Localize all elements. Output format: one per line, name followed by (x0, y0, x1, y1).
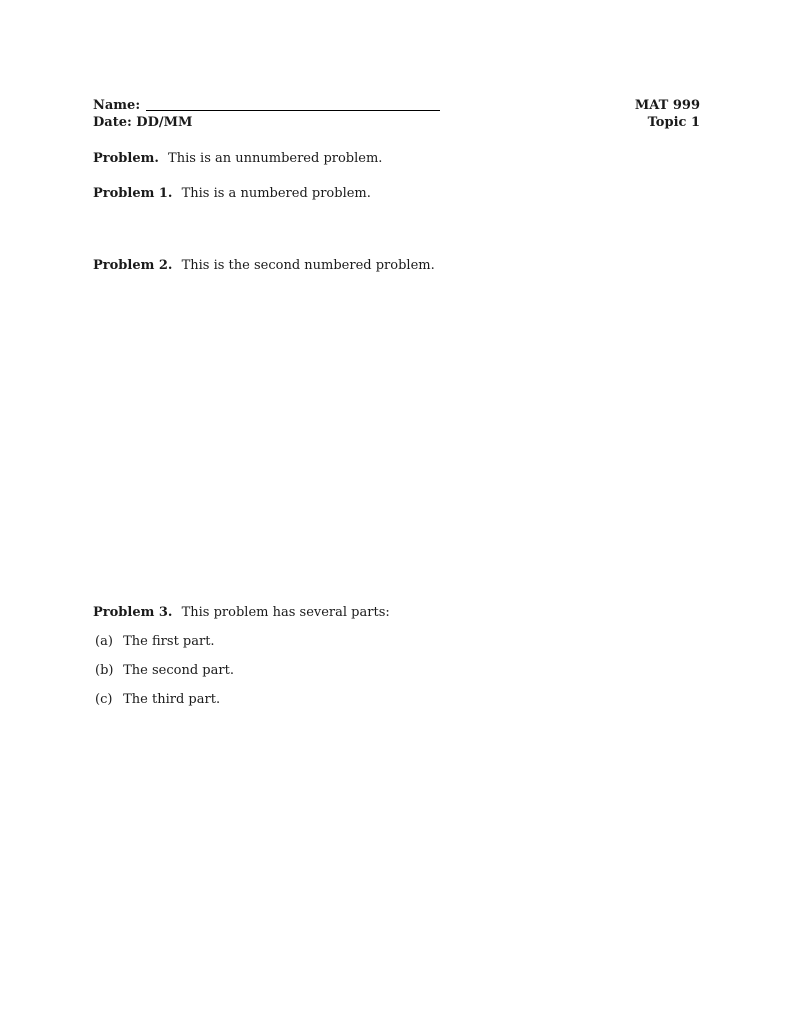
name-blank-line (146, 98, 440, 111)
problem-unnumbered (93, 150, 382, 167)
part-marker: (a) (95, 634, 113, 649)
name-row (93, 97, 440, 114)
problem-label: Problem 3. (93, 605, 173, 620)
problem-2 (93, 257, 435, 274)
course-code: MAT 999 (634, 98, 700, 113)
part-text: The first part. (123, 634, 215, 649)
part-b (95, 662, 234, 679)
part-c (95, 691, 220, 708)
problem-3 (93, 604, 390, 621)
problem-1 (93, 185, 371, 202)
part-text: The third part. (123, 692, 221, 707)
header-left (93, 97, 440, 131)
topic-label: Topic 1 (647, 115, 700, 130)
part-text: The second part. (123, 663, 234, 678)
problem-label: Problem 2. (93, 258, 173, 273)
part-marker: (c) (95, 692, 113, 707)
name-label: Name: (93, 98, 141, 113)
header-right (635, 97, 700, 131)
problem-label: Problem. (93, 151, 159, 166)
part-marker: (b) (95, 663, 114, 678)
date-label: Date: DD/MM (93, 115, 193, 130)
problem-text: This is the second numbered problem. (181, 258, 435, 273)
problem-text: This problem has several parts: (181, 605, 390, 620)
part-a (95, 633, 215, 650)
problem-text: This is an unnumbered problem. (168, 151, 383, 166)
problem-text: This is a numbered problem. (181, 186, 371, 201)
problem-label: Problem 1. (93, 186, 173, 201)
